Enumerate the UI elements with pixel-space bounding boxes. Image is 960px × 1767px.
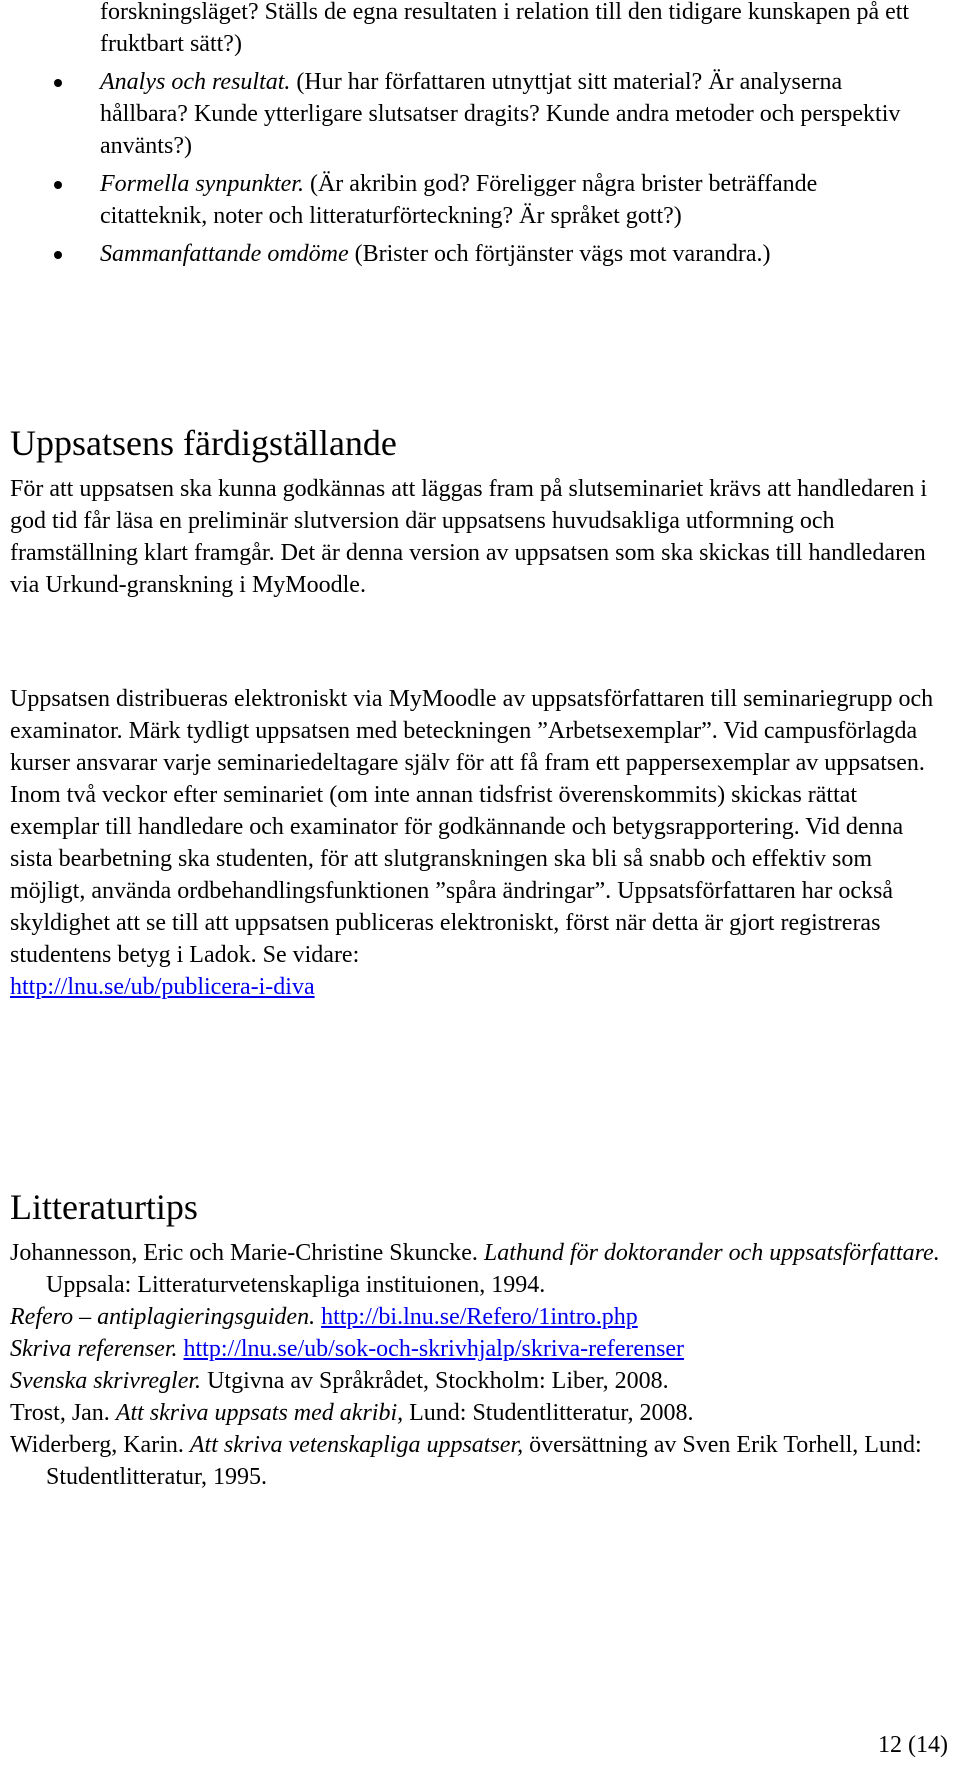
section-heading-literature: Litteraturtips [10,1187,198,1227]
criteria-list [0,0,960,276]
reference-item [10,1237,945,1301]
bullet-icon [54,79,62,87]
completion-paragraph-2 [10,683,945,1003]
list-item-title: Sammanfattande omdöme [100,241,349,267]
list-item-text: (Hur har författaren utnyttjat sitt material? Är analyserna hållbara? Kunde ytterligare slutsatser dragits? Kunde andra metoder och perspektiv använts?) [100,69,901,159]
reference-item [10,1301,945,1333]
bullet-icon [54,251,62,259]
diva-link[interactable]: http://lnu.se/ub/publicera-i-diva [10,974,315,1000]
reference-item [10,1397,945,1429]
completion-paragraph-1: För att uppsatsen ska kunna godkännas att läggas fram på slutseminariet krävs att handledaren i god tid får läsa en preliminär slutversion där uppsatsens huvudsakliga utformning och framställning klart framgår. Det är denna version av uppsatsen som ska skickas till handledaren via Urkund-granskning i MyMoodle. [10,476,928,598]
reference-author: Trost, Jan. [10,1400,116,1426]
list-item-title: Analys och resultat. [100,69,291,95]
reference-publication: Lund: Studentlitteratur, 2008. [403,1400,694,1426]
skriva-referenser-link[interactable]: http://lnu.se/ub/sok-och-skrivhjalp/skriva-referenser [183,1336,685,1362]
list-item [0,238,960,270]
reference-title: Refero – antiplagieringsguiden. [10,1304,316,1330]
reference-item [10,1429,945,1493]
reference-author: Widerberg, Karin. [10,1432,190,1458]
reference-title: Skriva referenser. [10,1336,178,1362]
refero-link[interactable]: http://bi.lnu.se/Refero/1intro.php [321,1304,638,1330]
list-item-text: (Brister och förtjänster vägs mot varandra.) [348,241,771,267]
list-item-title: Formella synpunkter. [100,171,304,197]
reference-publication: översättning av Sven Erik Torhell, Lund: Studentlitteratur, 1995. [46,1432,922,1490]
reference-publication: Utgivna av Språkrådet, Stockholm: Liber, 2008. [201,1368,669,1394]
page-number: 12 (14) [878,1732,948,1758]
reference-title: Lathund för doktorander och uppsatsförfattare. [483,1240,940,1266]
reference-item [10,1333,945,1365]
reference-title: Svenska skrivregler. [10,1368,202,1394]
list-item-text: (Är akribin god? Föreligger några brister beträffande citatteknik, noter och litteraturförteckning? Är språket gott?) [100,171,818,229]
literature-list [10,1237,945,1493]
list-item [0,66,960,162]
list-item [0,168,960,232]
bullet-icon [54,181,62,189]
reference-publication: Uppsala: Litteraturvetenskapliga instituionen, 1994. [46,1272,546,1298]
list-item [0,0,960,60]
reference-title: Att skriva uppsats med akribi, [115,1400,404,1426]
section-heading-completion: Uppsatsens färdigställande [10,423,397,463]
reference-title: Att skriva vetenskapliga uppsatser, [189,1432,524,1458]
list-item-text: forskningsläget? Ställs de egna resultaten i relation till den tidigare kunskapen på ett fruktbart sätt?) [100,0,910,57]
reference-author: Johannesson, Eric och Marie-Christine Skuncke. [10,1240,484,1266]
reference-item [10,1365,945,1397]
completion-paragraph-2-text: Uppsatsen distribueras elektroniskt via MyMoodle av uppsatsförfattaren till seminariegrupp och examinator. Märk tydligt uppsatsen med beteckningen ”Arbetsexemplar”. Vid campusförlagda kurser ansvarar varje seminariedeltagare själv för att få fram ett pappersexemplar av uppsatsen. Inom två veckor efter seminariet (om inte annan tidsfrist överenskommits) skickas rättat exemplar till handledare och examinator för godkännande och betygsrapportering. Vid denna sista bearbetning ska studenten, för att slutgranskningen ska bli så snabb och effektiv som möjligt, använda ordbehandlingsfunktionen ”spåra ändringar”. Uppsatsförfattaren har också skyldighet att se till att uppsatsen publiceras elektroniskt, först när detta är gjort registreras studentens betyg i Ladok. Se vidare: [10,686,934,968]
